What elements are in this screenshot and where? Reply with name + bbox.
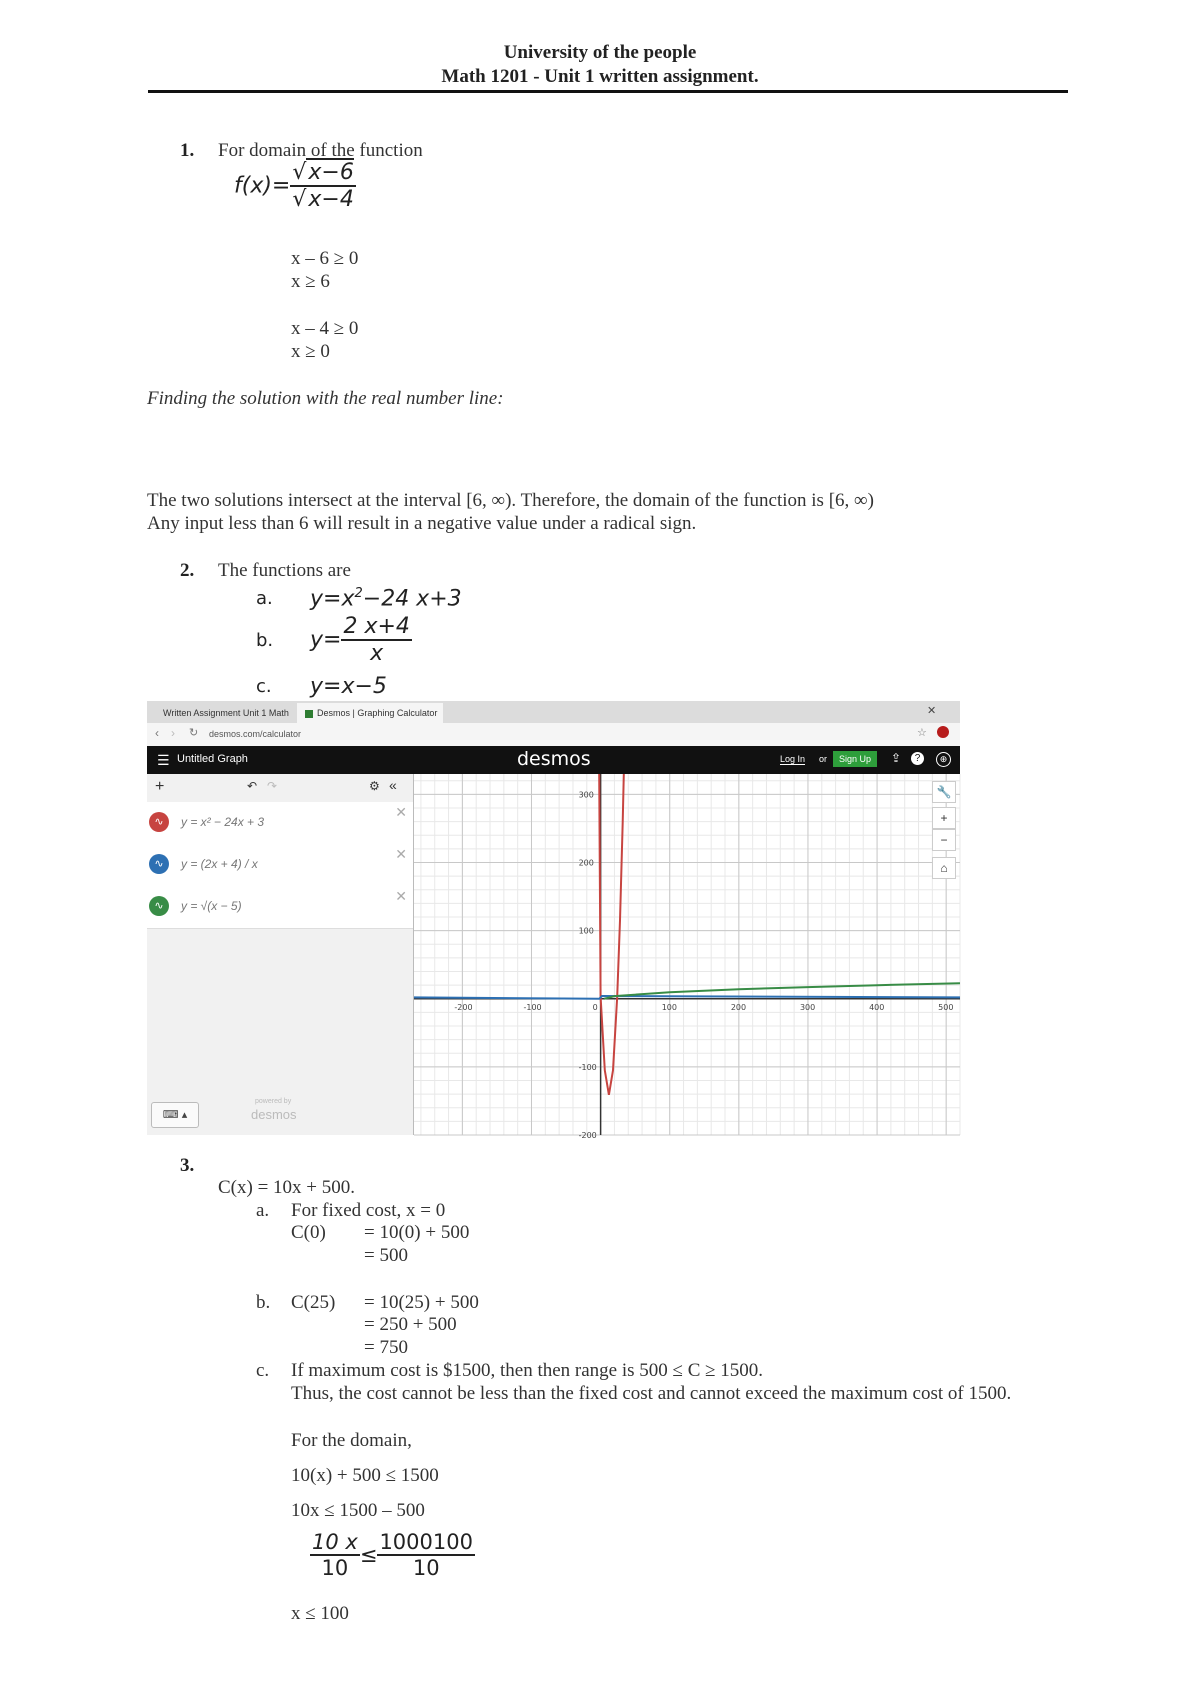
x-tick-label: 500 bbox=[938, 1002, 954, 1012]
q3-frac-left-den: 10 bbox=[321, 1556, 349, 1580]
wrench-icon[interactable]: 🔧 bbox=[932, 781, 956, 803]
home-icon[interactable]: ⌂ bbox=[932, 857, 956, 879]
graph-title[interactable]: Untitled Graph bbox=[177, 753, 248, 765]
q3-frac-op: ≤ bbox=[359, 1543, 378, 1567]
q3-a-left: C(0) bbox=[291, 1222, 326, 1243]
add-expression-icon[interactable]: + bbox=[155, 778, 165, 795]
q2-a-sup: 2 bbox=[354, 586, 363, 601]
q3-a-text: For fixed cost, x = 0 bbox=[291, 1200, 446, 1221]
curve-glyph: ∿ bbox=[154, 816, 164, 828]
browser-tab-label: Desmos | Graphing Calculator bbox=[317, 708, 438, 718]
q3-c-label: c. bbox=[256, 1360, 270, 1381]
q3-frac-right-den: 10 bbox=[412, 1556, 440, 1580]
expression-text[interactable]: y = x² − 24x + 3 bbox=[181, 815, 265, 829]
x-tick-label: 400 bbox=[869, 1002, 885, 1012]
x-tick-label: 0 bbox=[592, 1002, 598, 1012]
q3-c-line-2: Thus, the cost cannot be less than the fixed cost and cannot exceed the maximum cost of 1500. bbox=[291, 1383, 1012, 1404]
q1-function bbox=[234, 160, 356, 212]
y-tick-label: 100 bbox=[578, 926, 594, 936]
keyboard-icon[interactable]: ⌨ ▴ bbox=[151, 1102, 199, 1128]
q1-func-lhs: f(x)= bbox=[234, 173, 291, 199]
y-tick-label: 300 bbox=[578, 790, 594, 800]
undo-icon[interactable]: ↶ bbox=[247, 779, 258, 793]
graph-area[interactable] bbox=[414, 774, 960, 1140]
redo-icon[interactable]: ↷ bbox=[267, 779, 278, 793]
q2-b-fraction bbox=[341, 614, 411, 666]
expression-row[interactable] bbox=[147, 844, 413, 887]
expression-text[interactable]: y = √(x − 5) bbox=[181, 899, 242, 913]
powered-by-text: powered by bbox=[255, 1098, 292, 1105]
y-tick-label: -100 bbox=[578, 1062, 597, 1072]
q2-item-b-expr bbox=[310, 614, 412, 666]
q1-intro: For domain of the function bbox=[218, 140, 423, 161]
share-icon[interactable]: ⇪ bbox=[891, 751, 902, 765]
browser-tab[interactable]: Written Assignment Unit 1 Math bbox=[163, 708, 289, 718]
q3-frac-left bbox=[310, 1530, 360, 1580]
curve-glyph: ∿ bbox=[154, 900, 164, 912]
login-button[interactable]: Log In bbox=[780, 754, 806, 764]
q1-conclusion-2: Any input less than 6 will result in a negative value under a radical sign. bbox=[147, 513, 697, 534]
profile-icon[interactable] bbox=[937, 726, 949, 738]
q3-domain-step-2: 10x ≤ 1500 – 500 bbox=[291, 1500, 425, 1521]
q2-a-lhs: y=x bbox=[310, 586, 355, 612]
desmos-footer-logo: desmos bbox=[251, 1107, 297, 1122]
q2-a-rhs: −24 x+3 bbox=[362, 586, 462, 612]
forward-icon[interactable]: › bbox=[171, 726, 175, 740]
header-line-2: Math 1201 - Unit 1 written assignment. bbox=[441, 66, 759, 87]
x-tick-label: -100 bbox=[523, 1002, 542, 1012]
numberline-caption: Finding the solution with the real number line: bbox=[147, 388, 504, 409]
q3-b-right: = 10(25) + 500 bbox=[364, 1292, 479, 1313]
delete-expression-icon[interactable]: ✕ bbox=[395, 846, 407, 862]
star-icon[interactable]: ☆ bbox=[917, 727, 927, 739]
q2-item-a-label: a. bbox=[256, 588, 273, 609]
window-close-icon[interactable]: ✕ bbox=[927, 705, 937, 717]
browser-address-bar bbox=[147, 723, 960, 747]
q1-step: x – 4 ≥ 0 bbox=[291, 318, 359, 339]
expression-row[interactable] bbox=[147, 802, 413, 845]
zoom-out-icon[interactable]: − bbox=[932, 829, 956, 851]
x-tick-label: 200 bbox=[730, 1002, 747, 1012]
expression-toolbar bbox=[147, 774, 413, 803]
q2-number: 2. bbox=[180, 560, 195, 581]
header-line-1: University of the people bbox=[503, 42, 697, 63]
q3-b-left: C(25) bbox=[291, 1292, 336, 1313]
signup-button[interactable]: Sign Up bbox=[833, 751, 877, 767]
browser-tab-active[interactable] bbox=[297, 703, 443, 723]
q3-b-step: = 250 + 500 bbox=[364, 1314, 457, 1335]
q3-domain-step-1: 10(x) + 500 ≤ 1500 bbox=[291, 1465, 439, 1486]
zoom-in-icon[interactable]: + bbox=[932, 807, 956, 829]
q2-item-c-expr: y=x−5 bbox=[310, 674, 387, 699]
url-field[interactable]: desmos.com/calculator bbox=[209, 729, 302, 739]
header-rule bbox=[148, 90, 1068, 93]
q3-b-result: = 750 bbox=[364, 1337, 408, 1358]
q2-b-den: x bbox=[370, 641, 384, 666]
q1-conclusion-1: The two solutions intersect at the interval [6, ∞). Therefore, the domain of the function is [6, ∞) bbox=[147, 490, 874, 511]
q3-a-right: = 10(0) + 500 bbox=[364, 1222, 470, 1243]
collapse-icon[interactable]: « bbox=[389, 777, 397, 793]
q3-c-line-1: If maximum cost is $1500, then then range is 500 ≤ C ≥ 1500. bbox=[291, 1360, 764, 1381]
q3-a-result: = 500 bbox=[364, 1245, 408, 1266]
q3-number: 3. bbox=[180, 1155, 195, 1176]
desmos-screenshot bbox=[147, 701, 960, 1140]
q3-frac-right-num: 1000100 bbox=[379, 1530, 473, 1554]
x-tick-label: 300 bbox=[799, 1002, 816, 1012]
q1-step: x ≥ 0 bbox=[291, 341, 330, 362]
q3-frac-left-num: 10 x bbox=[312, 1530, 358, 1554]
globe-icon[interactable]: ⊕ bbox=[936, 752, 951, 767]
y-tick-label: -200 bbox=[578, 1131, 597, 1140]
q3-cost-function: C(x) = 10x + 500. bbox=[218, 1177, 356, 1198]
help-icon[interactable]: ? bbox=[911, 752, 924, 765]
curve-glyph: ∿ bbox=[154, 858, 164, 870]
q3-frac-right bbox=[377, 1530, 475, 1580]
x-tick-label: 100 bbox=[661, 1002, 678, 1012]
gear-icon[interactable]: ⚙ bbox=[369, 779, 380, 793]
q1-func-fraction: $\frac{√x-6}{√x-4}$ bbox=[292, 160, 354, 212]
q1-step: x – 6 ≥ 0 bbox=[291, 248, 359, 269]
expression-color-icon[interactable] bbox=[149, 812, 169, 832]
expression-color-icon[interactable] bbox=[149, 854, 169, 874]
expression-row[interactable] bbox=[147, 886, 413, 929]
delete-expression-icon[interactable]: ✕ bbox=[395, 804, 407, 820]
q1-step: x ≥ 6 bbox=[291, 271, 330, 292]
q3-domain-fraction bbox=[310, 1530, 475, 1580]
expression-panel bbox=[147, 774, 414, 1135]
desmos-logo: desmos bbox=[517, 748, 591, 770]
q3-b-label: b. bbox=[256, 1292, 271, 1313]
q2-intro: The functions are bbox=[218, 560, 351, 581]
delete-expression-icon[interactable]: ✕ bbox=[395, 888, 407, 904]
q1-func-num: x−6 bbox=[308, 160, 354, 185]
expression-color-icon[interactable] bbox=[149, 896, 169, 916]
x-tick-label: -200 bbox=[454, 1002, 473, 1012]
q3-a-label: a. bbox=[256, 1200, 270, 1221]
y-tick-label: 200 bbox=[578, 858, 594, 868]
q2-b-num: 2 x+4 bbox=[343, 614, 410, 639]
q1-number: 1. bbox=[180, 140, 195, 161]
or-text: or bbox=[819, 754, 828, 764]
graph-canvas[interactable] bbox=[414, 774, 960, 1140]
menu-icon[interactable]: ☰ bbox=[157, 752, 170, 768]
q2-item-c-label: c. bbox=[256, 676, 272, 697]
expression-text[interactable]: y = (2x + 4) / x bbox=[181, 857, 258, 871]
q2-item-b-label: b. bbox=[256, 630, 274, 651]
q3-domain-intro: For the domain, bbox=[291, 1430, 412, 1451]
q2-b-lhs: y= bbox=[310, 627, 342, 653]
desmos-top-bar bbox=[147, 746, 960, 774]
q2-item-a-expr bbox=[310, 586, 462, 611]
browser-tab-bar bbox=[147, 701, 960, 723]
desmos-favicon-icon bbox=[305, 710, 313, 718]
back-icon[interactable]: ‹ bbox=[155, 726, 159, 740]
q1-func-den: x−4 bbox=[308, 187, 354, 212]
q3-domain-result: x ≤ 100 bbox=[291, 1603, 349, 1624]
reload-icon[interactable]: ↻ bbox=[189, 727, 199, 739]
